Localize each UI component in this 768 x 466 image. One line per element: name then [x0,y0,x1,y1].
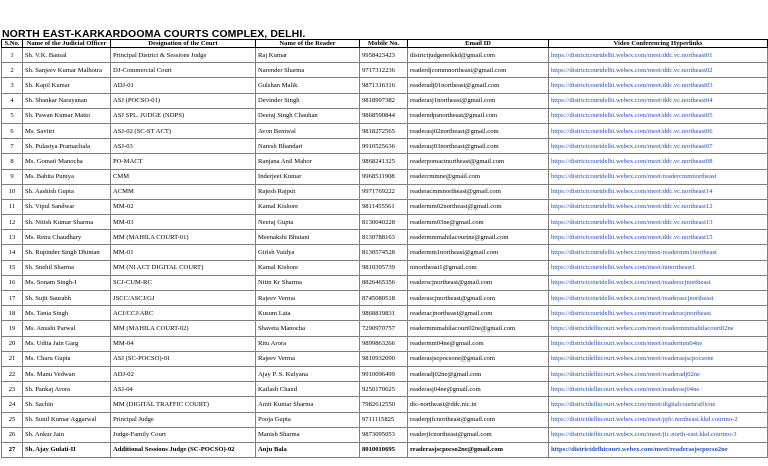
designation-cell: MM (DIGITAL TRAFFIC COURT) [111,397,256,412]
email-cell: readerpomactnortheast@gmail.com [408,154,549,169]
reader-name-cell: Manish Sharma [256,427,360,442]
reader-name-cell: Shaveta Manocha [256,321,360,336]
officer-name-cell: Sh. Pawan Kumar Matto [23,108,111,123]
sno-cell: 17 [2,291,23,306]
sno-cell: 5 [2,108,23,123]
designation-cell: ASJ-02 (SC-ST ACT) [111,123,256,138]
table-row [2,215,768,230]
mobile-cell: 9871316316 [360,78,408,93]
officer-name-cell: Sh. Ajay Gulati-II [23,442,111,457]
reader-name-cell: Neeraj Gupta [256,215,360,230]
mobile-cell: 9810932090 [360,351,408,366]
email-cell: readerpjfcnortheast@gmail.com [408,412,549,427]
officer-name-cell: Sh. Rupinder Singh Dhiman [23,245,111,260]
table-row [2,63,768,78]
officer-name-cell: Sh. V.K. Bansal [23,48,111,63]
email-cell: readermm1northeast@gmail.com [408,245,549,260]
reader-name-cell: Ajay P. S. Kulyana [256,366,360,381]
email-cell: readermm02northeast@gmail.com [408,199,549,214]
email-cell: readeradj02ne@gmail.com [408,366,549,381]
reader-name-cell: Meenakshi Bhutani [256,230,360,245]
vc-link-cell[interactable]: https://districtcourtdelhi.webex.com/meet/ddc.vc.northeast05 [549,108,768,123]
email-cell: readeradj01northeast@gmail.com [408,78,549,93]
sno-cell: 20 [2,336,23,351]
reader-name-cell: Raj Kumar [256,48,360,63]
mobile-cell: 8010010695 [360,442,408,457]
table-row [2,139,768,154]
sno-cell: 16 [2,275,23,290]
sno-cell: 9 [2,169,23,184]
vc-link-cell[interactable]: https://districtdelhicourt.webex.com/meet/readermm04ne [549,336,768,351]
reader-name-cell: Devinder Singh [256,93,360,108]
email-cell: readerasj03northeast@gmail.com [408,139,549,154]
designation-cell: ADJ-01 [111,78,256,93]
reader-name-cell: Ritu Arora [256,336,360,351]
col-header-vc-link: Video Conferencing Hyperlinks [549,40,768,48]
col-header-designation: Designation of the Court [111,40,256,48]
mobile-cell: 9818997382 [360,93,408,108]
mobile-cell: 8130574528 [360,245,408,260]
vc-link-cell[interactable]: https://districtcourtdelhi.webex.com/meet/ddc.vc.northeast02 [549,63,768,78]
reader-name-cell: Kailash Chand [256,382,360,397]
col-header-officer: Name of the Judicial Officer [23,40,111,48]
designation-cell: PO-MACT [111,154,256,169]
table-row [2,291,768,306]
sno-cell: 4 [2,93,23,108]
vc-link-cell[interactable]: https://districtcourtdelhi.webex.com/meet/ddc.vc.northeast14 [549,184,768,199]
reader-name-cell: Naresh Bhandari [256,139,360,154]
sno-cell: 1 [2,48,23,63]
table-row [2,427,768,442]
reader-name-cell: Narender Sharma [256,63,360,78]
email-cell: districtjudgeneikkd@gmail.com [408,48,549,63]
email-cell: readerascjnortheast@gmail.com [408,291,549,306]
reader-name-cell: Gulshan Malik [256,78,360,93]
mobile-cell: 9971769222 [360,184,408,199]
designation-cell: Principal District & Sessions Judge [111,48,256,63]
sno-cell: 27 [2,442,23,457]
sno-cell: 19 [2,321,23,336]
header-row [2,40,768,48]
designation-cell: ASJ (SC-POCSO)-01 [111,351,256,366]
designation-cell: DJ-Commercial Court [111,63,256,78]
mobile-cell: 9811455561 [360,199,408,214]
designation-cell: JSCC/ASCJ/GJ [111,291,256,306]
designation-cell: ASJ-04 [111,382,256,397]
officer-name-cell: Sh. Vipul Sandwar [23,199,111,214]
reader-name-cell: Inderjeet Kumar [256,169,360,184]
table-row [2,336,768,351]
table-row [2,93,768,108]
reader-name-cell: Rajeev Verma [256,291,360,306]
email-cell: readeracjnortheast@gmail.com [408,306,549,321]
officer-name-cell: Ms. Sonam Singh-I [23,275,111,290]
mobile-cell: 9868819831 [360,306,408,321]
vc-link-cell[interactable]: https://districtcourtdelhi.webex.com/meet/readerscjnortheast [549,275,768,290]
email-cell: readermm03ne@gmail.com [408,215,549,230]
reader-name-cell: Avon Beniwal [256,123,360,138]
sno-cell: 14 [2,245,23,260]
table-row [2,78,768,93]
sno-cell: 11 [2,199,23,214]
sno-cell: 26 [2,427,23,442]
officer-name-cell: Ms. Savitri [23,123,111,138]
mobile-cell: 8130040228 [360,215,408,230]
officer-name-cell: Sh. Kapil Kumar [23,78,111,93]
table-row [2,442,768,457]
designation-cell: MM-02 [111,199,256,214]
vc-link-cell[interactable]: https://districtdelhicourt.webex.com/meet/readeradj02ne [549,366,768,381]
email-cell: readeracmmnortheast@gmail.com [408,184,549,199]
vc-link-cell[interactable]: https://districtcourtdelhi.webex.com/meet/ddc.vc.northeast13 [549,215,768,230]
col-header-mobile: Mobile No. [360,40,408,48]
table-row [2,154,768,169]
vc-link-cell[interactable]: https://districtcourtdelhi.webex.com/meet/ddc.vc.northeast07 [549,139,768,154]
mobile-cell: 9250170625 [360,382,408,397]
designation-cell: SCJ-CUM-RC [111,275,256,290]
officer-name-cell: Sh. Sunil Kumar Aggarwal [23,412,111,427]
designation-cell: ACMM [111,184,256,199]
mobile-cell: 9910525636 [360,139,408,154]
officer-name-cell: Ms. Renu Chaudhary [23,230,111,245]
vc-link-cell[interactable]: https://districtdelhicourt.webex.com/meet/jfc.north-east.kkd.courtno-3 [549,427,768,442]
mobile-cell: 9810395739 [360,260,408,275]
officer-name-cell: Sh. Pulastya Pramachala [23,139,111,154]
vc-link-cell[interactable]: https://districtcourtdelhi.webex.com/meet/ddc.vc.northeast12 [549,199,768,214]
vc-link-cell[interactable]: https://districtcourtdelhi.webex.com/meet/ddc.vc.northeast04 [549,93,768,108]
email-cell: readerasjscpocsone@gmail.com [408,351,549,366]
mobile-cell: 8826465356 [360,275,408,290]
sno-cell: 24 [2,397,23,412]
table-row [2,321,768,336]
email-cell: readerndpsnortheast@gmail.com [408,108,549,123]
col-header-reader: Name of the Reader [256,40,360,48]
table-row [2,245,768,260]
vc-link-cell[interactable]: https://districtcourtdelhi.webex.com/meet/readeracjnortheast [549,306,768,321]
vc-link-cell[interactable]: https://districtcourtdelhi.webex.com/meet/ddc.vc.northeast03 [549,78,768,93]
mobile-cell: 9899863266 [360,336,408,351]
officer-name-cell: Ms. Udita Jain Garg [23,336,111,351]
designation-cell: ASJ SPL. JUDGE (NDPS) [111,108,256,123]
mobile-cell: 9910096499 [360,366,408,381]
reader-name-cell: Deeraj Singh Chauhan [256,108,360,123]
vc-link-cell[interactable]: https://districtcourtdelhi.webex.com/meet/ddc.vc.northeast06 [549,123,768,138]
sno-cell: 23 [2,382,23,397]
email-cell: readerasj1northeast@gmail.com [408,93,549,108]
reader-name-cell: Kamal Kishore [256,199,360,214]
table-row [2,306,768,321]
mobile-cell: 9868241325 [360,154,408,169]
reader-name-cell: Ranjana Anil Mahor [256,154,360,169]
sno-cell: 22 [2,366,23,381]
designation-cell: MM-01 [111,245,256,260]
sno-cell: 25 [2,412,23,427]
vc-link-cell[interactable]: https://districtdelhicourt.webex.com/meet/readerasj04ne [549,382,768,397]
sno-cell: 7 [2,139,23,154]
reader-name-cell: Rajeev Verma [256,351,360,366]
officer-name-cell: Sh. Aashish Gupta [23,184,111,199]
designation-cell: MM (MAHILA COURT-02) [111,321,256,336]
mobile-cell: 7982612550 [360,397,408,412]
vc-link-cell[interactable]: https://districtdelhicourt.webex.com/meet/pjfc.northeast.kkd.courtno-2 [549,412,768,427]
officer-name-cell: Sh. Sujit Saurabh [23,291,111,306]
officer-name-cell: Sh. Sanjeev Kumar Malhotra [23,63,111,78]
reader-name-cell: Kusum Lata [256,306,360,321]
court-directory-table [1,39,768,458]
designation-cell: ADJ-02 [111,366,256,381]
mobile-cell: 9873095053 [360,427,408,442]
vc-link-cell[interactable]: https://districtcourtdelhi.webex.com/meet/readerascjnortheast [549,291,768,306]
email-cell: readerasj02northeast@gmail.com [408,123,549,138]
designation-cell: MM-03 [111,215,256,230]
sno-cell: 6 [2,123,23,138]
officer-name-cell: Sh. Snehil Sharma [23,260,111,275]
vc-link-cell[interactable]: https://districtcourtdelhi.webex.com/meet/ddc.vc.northeast01 [549,48,768,63]
designation-cell: ASJ (POCSO-01) [111,93,256,108]
mobile-cell: 9968511908 [360,169,408,184]
mobile-cell: 9717312236 [360,63,408,78]
designation-cell: MM-04 [111,336,256,351]
designation-cell: ACJ/CCJ/ARC [111,306,256,321]
mobile-cell: 9818272565 [360,123,408,138]
table-row [2,397,768,412]
reader-name-cell: Kamal Kishore [256,260,360,275]
reader-name-cell: Nitin Kr Sharma [256,275,360,290]
table-row [2,184,768,199]
table-row [2,108,768,123]
reader-name-cell: Amit Kumar Sharma [256,397,360,412]
vc-link-cell[interactable]: https://districtcourtdelhi.webex.com/meet/ddc.vc.northeast15 [549,230,768,245]
sno-cell: 12 [2,215,23,230]
email-cell: readerasjscpocso2ne@gmail.com [408,442,549,457]
table-row [2,366,768,381]
officer-name-cell: Ms. Tania Singh [23,306,111,321]
designation-cell: Additional Sessions Judge (SC-POCSO)-02 [111,442,256,457]
table-row [2,230,768,245]
mobile-cell: 9958423423 [360,48,408,63]
officer-name-cell: Sh. Nitish Kumar Sharma [23,215,111,230]
officer-name-cell: Ms. Charu Gupta [23,351,111,366]
sno-cell: 3 [2,78,23,93]
designation-cell: ASJ-03 [111,139,256,154]
table-row [2,275,768,290]
email-cell: readerscjnortheast@gmail.com [408,275,549,290]
email-cell: readermmmahilacourtne@gmail.com [408,230,549,245]
email-cell: dtc-northeast@ddc.nic.in [408,397,549,412]
vc-link-cell[interactable]: https://districtcourtdelhi.webex.com/meet/readercmmnortheast [549,169,768,184]
reader-name-cell: Girish Vaidya [256,245,360,260]
officer-name-cell: Ms. Babita Puniya [23,169,111,184]
col-header-email: Email ID [408,40,549,48]
officer-name-cell: Sh. Sachin [23,397,111,412]
table-row [2,351,768,366]
reader-name-cell: Pooja Gupta [256,412,360,427]
table-row [2,199,768,214]
vc-link-cell[interactable]: https://districtdelhicourt.webex.com/meet/readermmmahilacourt02ne [549,321,768,336]
vc-link-cell[interactable]: https://districtcourtdelhi.webex.com/meet/ninortheast1 [549,260,768,275]
vc-link-cell[interactable]: https://districtcourtdelhi.webex.com/meet/ddc.vc.northeast08 [549,154,768,169]
sno-cell: 18 [2,306,23,321]
email-cell: readermm04ne@gmail.com [408,336,549,351]
reader-name-cell: Anju Bala [256,442,360,457]
officer-name-cell: Ms. Gomati Manocha [23,154,111,169]
mobile-cell: 7290970757 [360,321,408,336]
officer-name-cell: Sh. Pankaj Arora [23,382,111,397]
email-cell: readerjfcnortheast@gmail.com [408,427,549,442]
table-row [2,260,768,275]
email-cell: ninortheast1@gmail.com [408,260,549,275]
officer-name-cell: Sh. Ankur Jain [23,427,111,442]
table-row [2,382,768,397]
vc-link-cell[interactable]: https://districtdelhicourt.webex.com/meet/readerasjscpocso2ne [549,442,768,457]
mobile-cell: 9868590844 [360,108,408,123]
mobile-cell: 9711115825 [360,412,408,427]
table-row [2,123,768,138]
vc-link-cell[interactable]: https://districtcourtdelhi.webex.com/meet/readermm1northeast [549,245,768,260]
email-cell: readerasj04ne@gmail.com [408,382,549,397]
table-row [2,412,768,427]
email-cell: readermmmahilacourt02ne@gmail.com [408,321,549,336]
table-row [2,48,768,63]
email-cell: readerdjcommnortheast@gmail.com [408,63,549,78]
table-row [2,169,768,184]
vc-link-cell[interactable]: https://districtdelhicourt.webex.com/meet/readerasjscpocsone [549,351,768,366]
mobile-cell: 8745080518 [360,291,408,306]
page-title: NORTH EAST-KARKARDOOMA COURTS COMPLEX, DELHI. [2,28,306,40]
officer-name-cell: Ms. Anushi Parwal [23,321,111,336]
officer-name-cell: Sh. Shankar Narayanan [23,93,111,108]
designation-cell: Principal Judge [111,412,256,427]
sno-cell: 13 [2,230,23,245]
sno-cell: 15 [2,260,23,275]
sno-cell: 10 [2,184,23,199]
sno-cell: 2 [2,63,23,78]
col-header-sno: S.No. [2,40,23,48]
vc-link-cell[interactable]: https://districtdelhicourt.webex.com/meet/digitalcourttrafficne [549,397,768,412]
designation-cell: Judge-Family Court [111,427,256,442]
email-cell: readercmmne@gmail.com [408,169,549,184]
mobile-cell: 8130788163 [360,230,408,245]
designation-cell: MM (NI ACT DIGITAL COURT) [111,260,256,275]
reader-name-cell: Rajesh Rajput [256,184,360,199]
designation-cell: MM (MAHILA COURT-01) [111,230,256,245]
sno-cell: 21 [2,351,23,366]
sno-cell: 8 [2,154,23,169]
designation-cell: CMM [111,169,256,184]
officer-name-cell: Ms. Manu Vedwan [23,366,111,381]
